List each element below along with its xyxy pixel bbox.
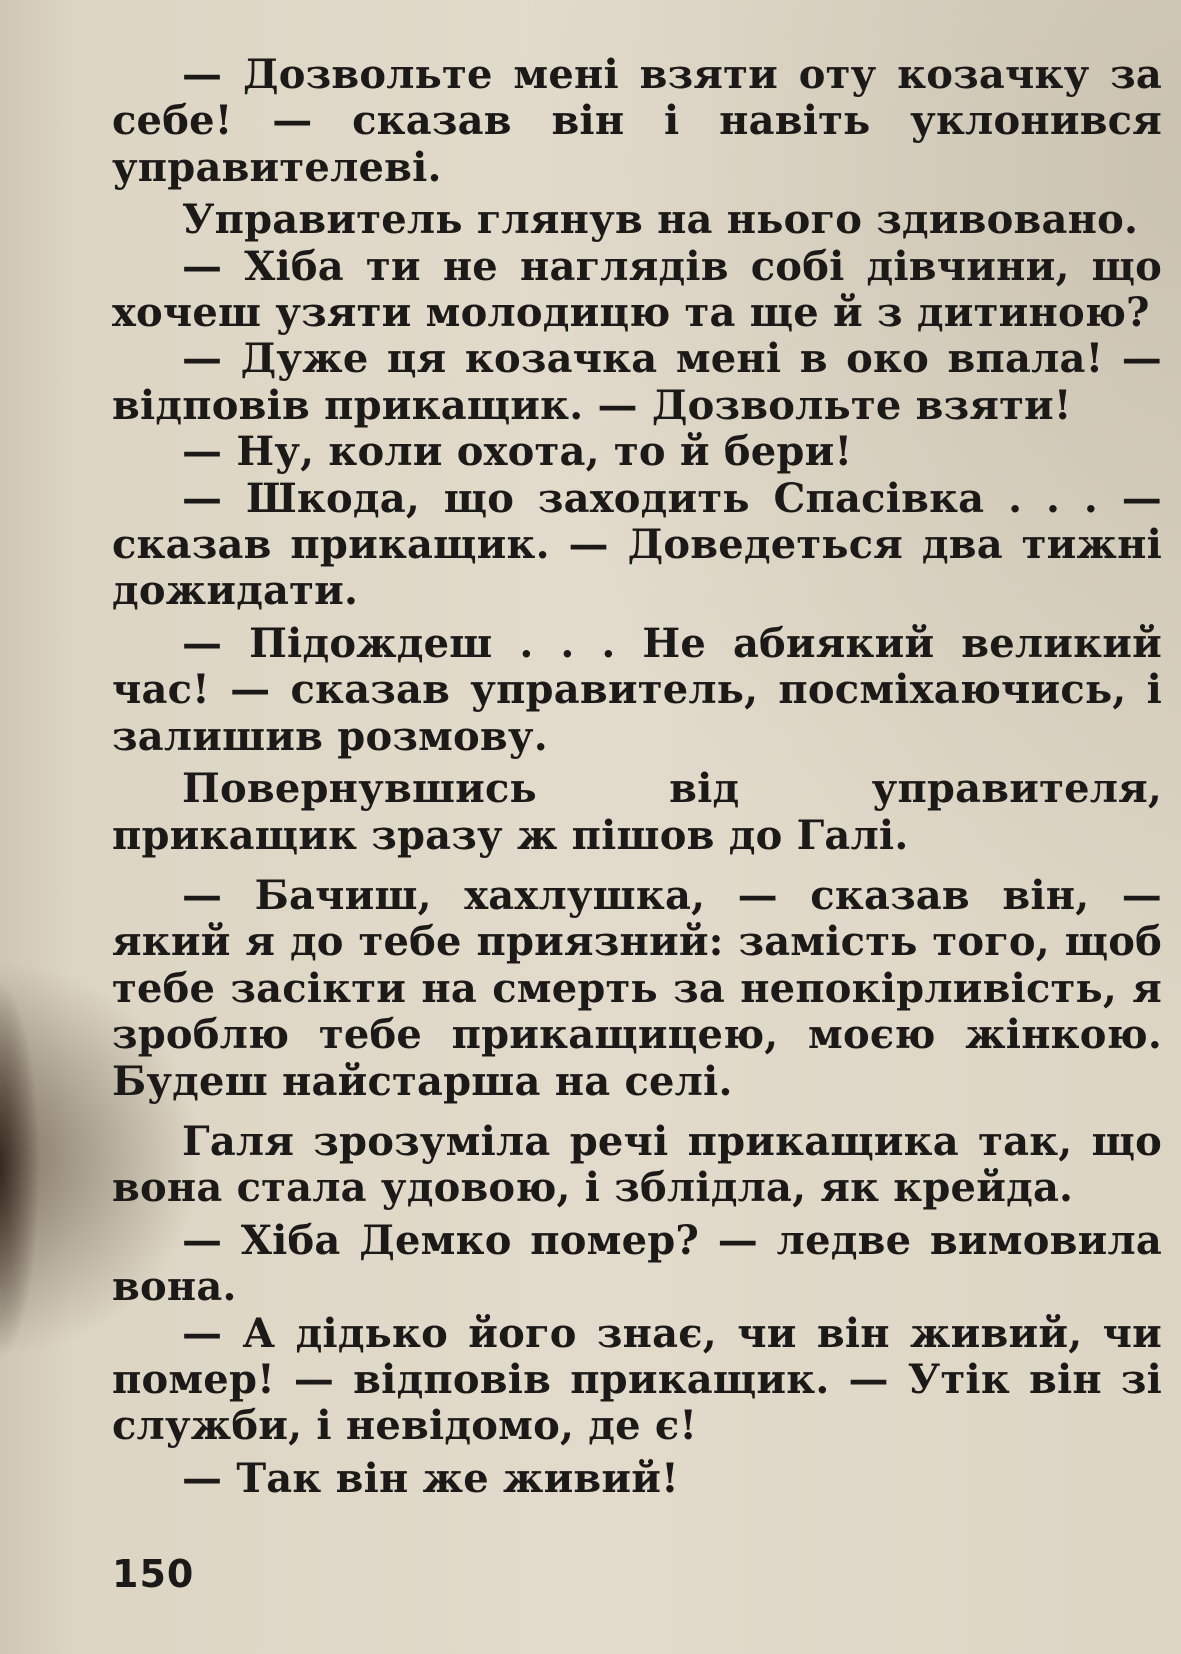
body-text [112, 52, 1162, 1502]
paragraph: — Дуже ця козачка мені в око впала! — відповів прикащик. — Дозвольте взяти! [112, 335, 1162, 429]
page-number: 150 [112, 1552, 195, 1596]
paragraph: — Ну, коли охота, то й бери! [182, 428, 853, 476]
paragraph: — Бачиш, хахлушка, — сказав він, — який я до тебе приязний: замість того, щоб тебе засікти на смерть за непокірливість, я зроблю тебе прикащицею, моєю жінкою. Будеш найстарша на селі. [112, 871, 1162, 1105]
paragraph: Галя зрозуміла речі прикащика так, що вона стала удовою, і зблідла, як крейда. [112, 1117, 1162, 1212]
paragraph: — Хіба Демко помер? — ледве вимовила вона. [112, 1216, 1162, 1311]
paragraph: — Хіба ти не наглядів собі дівчини, що хочеш узяти молодицю та ще й з дитиною? [112, 242, 1162, 337]
paragraph: — Шкода, що заходить Спасівка . . . — сказав прикащик. — Доведеться два тижні дожидати. [112, 474, 1162, 615]
paragraph: — Так він же живий! [182, 1454, 679, 1502]
paragraph: Повернувшись від управителя, прикащик зразу ж пішов до Галі. [112, 765, 1162, 859]
paragraph: Управитель глянув на нього здивовано. [182, 196, 1139, 244]
paragraph: — Підождеш . . . Не абиякий великий час! — сказав управитель, посміхаючись, і залишив розмову. [112, 619, 1162, 760]
paragraph: — А дідько його знає, чи він живий, чи помер! — відповів прикащик. — Утік він зі служби, і невідомо, де є! [112, 1309, 1162, 1450]
paragraph: — Дозвольте мені взяти оту козачку за себе! — сказав він і навіть уклонився управителеві. [112, 51, 1162, 191]
binding-shadow [0, 980, 40, 1360]
